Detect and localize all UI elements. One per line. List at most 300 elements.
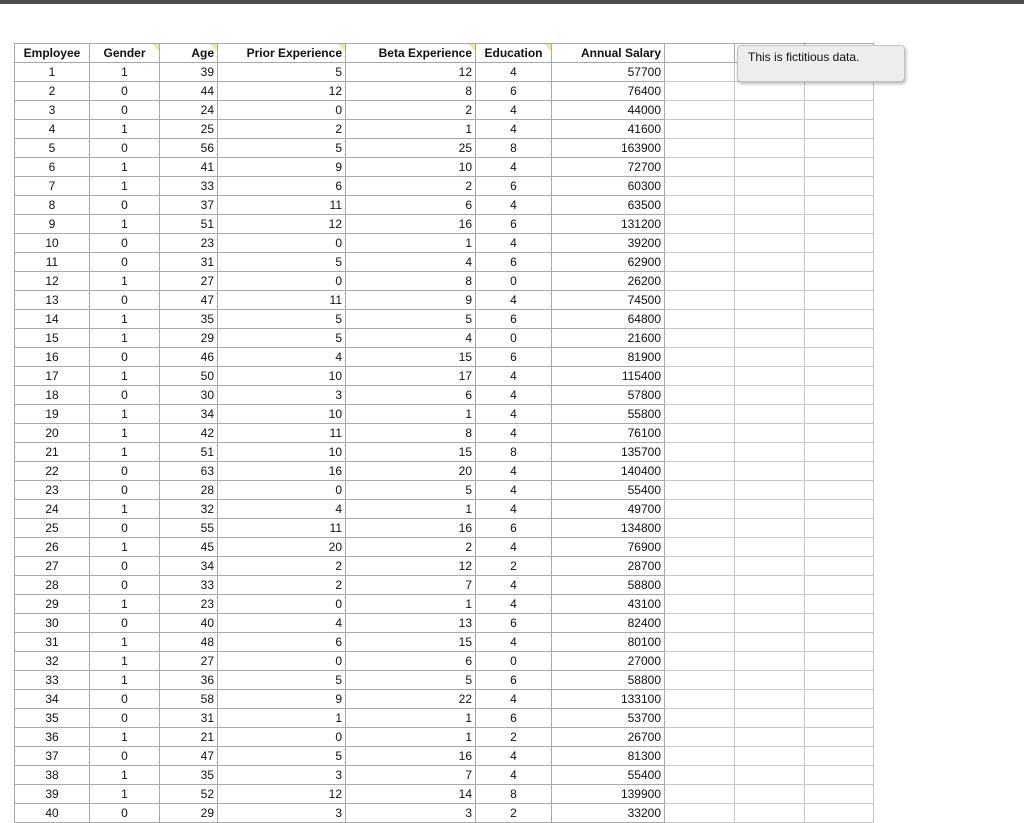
cell-beta-experience[interactable]: 12 <box>346 557 476 576</box>
empty-cell[interactable] <box>805 576 874 595</box>
cell-age[interactable]: 31 <box>160 709 218 728</box>
empty-cell[interactable] <box>805 500 874 519</box>
cell-gender[interactable]: 1 <box>90 424 160 443</box>
empty-cell[interactable] <box>805 272 874 291</box>
cell-beta-experience[interactable]: 20 <box>346 462 476 481</box>
empty-cell[interactable] <box>665 595 735 614</box>
cell-age[interactable]: 24 <box>160 101 218 120</box>
empty-cell[interactable] <box>665 747 735 766</box>
empty-cell[interactable] <box>735 120 805 139</box>
cell-prior-experience[interactable]: 0 <box>218 101 346 120</box>
cell-education[interactable]: 6 <box>476 82 552 101</box>
empty-cell[interactable] <box>805 709 874 728</box>
empty-cell[interactable] <box>735 462 805 481</box>
empty-cell[interactable] <box>805 519 874 538</box>
cell-beta-experience[interactable]: 8 <box>346 272 476 291</box>
cell-education[interactable]: 4 <box>476 481 552 500</box>
cell-gender[interactable]: 1 <box>90 595 160 614</box>
cell-annual-salary[interactable]: 81300 <box>552 747 665 766</box>
cell-age[interactable]: 63 <box>160 462 218 481</box>
empty-cell[interactable] <box>805 291 874 310</box>
empty-cell[interactable] <box>735 253 805 272</box>
cell-employee[interactable]: 36 <box>15 728 90 747</box>
empty-cell[interactable] <box>735 272 805 291</box>
cell-gender[interactable]: 1 <box>90 633 160 652</box>
cell-employee[interactable]: 7 <box>15 177 90 196</box>
empty-cell[interactable] <box>665 424 735 443</box>
cell-beta-experience[interactable]: 3 <box>346 804 476 823</box>
empty-cell[interactable] <box>805 538 874 557</box>
cell-age[interactable]: 36 <box>160 671 218 690</box>
cell-gender[interactable]: 1 <box>90 120 160 139</box>
cell-annual-salary[interactable]: 134800 <box>552 519 665 538</box>
empty-cell[interactable] <box>805 196 874 215</box>
cell-beta-experience[interactable]: 1 <box>346 500 476 519</box>
cell-employee[interactable]: 35 <box>15 709 90 728</box>
cell-gender[interactable]: 1 <box>90 443 160 462</box>
empty-cell[interactable] <box>665 785 735 804</box>
cell-prior-experience[interactable]: 5 <box>218 329 346 348</box>
cell-beta-experience[interactable]: 15 <box>346 348 476 367</box>
cell-age[interactable]: 30 <box>160 386 218 405</box>
empty-cell[interactable] <box>735 177 805 196</box>
cell-age[interactable]: 44 <box>160 82 218 101</box>
empty-cell[interactable] <box>805 101 874 120</box>
cell-employee[interactable]: 14 <box>15 310 90 329</box>
cell-beta-experience[interactable]: 7 <box>346 766 476 785</box>
cell-gender[interactable]: 0 <box>90 804 160 823</box>
cell-gender[interactable]: 1 <box>90 728 160 747</box>
empty-cell[interactable] <box>665 120 735 139</box>
empty-cell[interactable] <box>735 785 805 804</box>
cell-beta-experience[interactable]: 25 <box>346 139 476 158</box>
cell-education[interactable]: 4 <box>476 158 552 177</box>
cell-gender[interactable]: 0 <box>90 101 160 120</box>
cell-beta-experience[interactable]: 8 <box>346 82 476 101</box>
cell-annual-salary[interactable]: 49700 <box>552 500 665 519</box>
cell-beta-experience[interactable]: 1 <box>346 595 476 614</box>
empty-cell[interactable] <box>665 766 735 785</box>
empty-cell[interactable] <box>805 462 874 481</box>
cell-annual-salary[interactable]: 163900 <box>552 139 665 158</box>
cell-annual-salary[interactable]: 21600 <box>552 329 665 348</box>
cell-prior-experience[interactable]: 11 <box>218 519 346 538</box>
cell-age[interactable]: 27 <box>160 652 218 671</box>
cell-age[interactable]: 56 <box>160 139 218 158</box>
cell-education[interactable]: 4 <box>476 462 552 481</box>
header-beta-experience[interactable]: Beta Experience <box>346 44 476 63</box>
empty-cell[interactable] <box>805 481 874 500</box>
cell-employee[interactable]: 33 <box>15 671 90 690</box>
cell-education[interactable]: 6 <box>476 310 552 329</box>
empty-cell[interactable] <box>735 443 805 462</box>
cell-gender[interactable]: 0 <box>90 690 160 709</box>
cell-gender[interactable]: 1 <box>90 367 160 386</box>
empty-cell[interactable] <box>665 500 735 519</box>
cell-prior-experience[interactable]: 10 <box>218 405 346 424</box>
header-prior-experience[interactable]: Prior Experience <box>218 44 346 63</box>
cell-prior-experience[interactable]: 11 <box>218 196 346 215</box>
cell-gender[interactable]: 0 <box>90 519 160 538</box>
empty-cell[interactable] <box>735 538 805 557</box>
cell-gender[interactable]: 0 <box>90 82 160 101</box>
cell-education[interactable]: 6 <box>476 614 552 633</box>
empty-cell[interactable] <box>805 386 874 405</box>
cell-age[interactable]: 45 <box>160 538 218 557</box>
cell-beta-experience[interactable]: 1 <box>346 728 476 747</box>
empty-cell[interactable] <box>665 690 735 709</box>
cell-employee[interactable]: 31 <box>15 633 90 652</box>
cell-education[interactable]: 4 <box>476 766 552 785</box>
cell-education[interactable]: 2 <box>476 557 552 576</box>
cell-age[interactable]: 23 <box>160 234 218 253</box>
cell-prior-experience[interactable]: 5 <box>218 671 346 690</box>
empty-cell[interactable] <box>665 462 735 481</box>
empty-cell[interactable] <box>665 253 735 272</box>
cell-beta-experience[interactable]: 16 <box>346 747 476 766</box>
cell-employee[interactable]: 10 <box>15 234 90 253</box>
cell-age[interactable]: 40 <box>160 614 218 633</box>
empty-cell[interactable] <box>735 652 805 671</box>
cell-annual-salary[interactable]: 28700 <box>552 557 665 576</box>
cell-annual-salary[interactable]: 139900 <box>552 785 665 804</box>
cell-age[interactable]: 33 <box>160 177 218 196</box>
cell-prior-experience[interactable]: 0 <box>218 728 346 747</box>
cell-beta-experience[interactable]: 1 <box>346 405 476 424</box>
cell-annual-salary[interactable]: 131200 <box>552 215 665 234</box>
cell-beta-experience[interactable]: 7 <box>346 576 476 595</box>
empty-cell[interactable] <box>735 595 805 614</box>
empty-cell[interactable] <box>805 139 874 158</box>
cell-annual-salary[interactable]: 55400 <box>552 766 665 785</box>
cell-annual-salary[interactable]: 57700 <box>552 63 665 82</box>
cell-gender[interactable]: 0 <box>90 386 160 405</box>
cell-annual-salary[interactable]: 82400 <box>552 614 665 633</box>
empty-cell[interactable] <box>735 139 805 158</box>
cell-gender[interactable]: 0 <box>90 348 160 367</box>
empty-cell[interactable] <box>665 329 735 348</box>
empty-cell[interactable] <box>735 196 805 215</box>
cell-annual-salary[interactable]: 58800 <box>552 576 665 595</box>
empty-cell[interactable] <box>665 177 735 196</box>
cell-education[interactable]: 4 <box>476 595 552 614</box>
empty-cell[interactable] <box>665 196 735 215</box>
empty-cell[interactable] <box>665 386 735 405</box>
cell-beta-experience[interactable]: 4 <box>346 253 476 272</box>
cell-employee[interactable]: 13 <box>15 291 90 310</box>
cell-annual-salary[interactable]: 26200 <box>552 272 665 291</box>
cell-education[interactable]: 4 <box>476 633 552 652</box>
cell-education[interactable]: 6 <box>476 709 552 728</box>
empty-cell[interactable] <box>735 291 805 310</box>
cell-age[interactable]: 55 <box>160 519 218 538</box>
header-annual-salary[interactable]: Annual Salary <box>552 44 665 63</box>
cell-education[interactable]: 2 <box>476 804 552 823</box>
cell-prior-experience[interactable]: 10 <box>218 367 346 386</box>
cell-education[interactable]: 4 <box>476 690 552 709</box>
cell-education[interactable]: 6 <box>476 215 552 234</box>
cell-annual-salary[interactable]: 74500 <box>552 291 665 310</box>
cell-annual-salary[interactable]: 76400 <box>552 82 665 101</box>
cell-prior-experience[interactable]: 2 <box>218 576 346 595</box>
cell-prior-experience[interactable]: 0 <box>218 652 346 671</box>
cell-beta-experience[interactable]: 16 <box>346 519 476 538</box>
cell-employee[interactable]: 40 <box>15 804 90 823</box>
cell-age[interactable]: 29 <box>160 804 218 823</box>
empty-cell[interactable] <box>735 82 805 101</box>
empty-cell[interactable] <box>735 747 805 766</box>
empty-cell[interactable] <box>735 690 805 709</box>
empty-cell[interactable] <box>805 82 874 101</box>
cell-employee[interactable]: 8 <box>15 196 90 215</box>
cell-age[interactable]: 51 <box>160 215 218 234</box>
empty-cell[interactable] <box>665 348 735 367</box>
cell-beta-experience[interactable]: 12 <box>346 63 476 82</box>
header-education[interactable]: Education <box>476 44 552 63</box>
empty-cell[interactable] <box>665 633 735 652</box>
cell-prior-experience[interactable]: 3 <box>218 386 346 405</box>
cell-employee[interactable]: 23 <box>15 481 90 500</box>
cell-gender[interactable]: 0 <box>90 253 160 272</box>
empty-cell[interactable] <box>805 348 874 367</box>
cell-employee[interactable]: 25 <box>15 519 90 538</box>
cell-beta-experience[interactable]: 6 <box>346 652 476 671</box>
cell-gender[interactable]: 0 <box>90 462 160 481</box>
empty-cell[interactable] <box>735 329 805 348</box>
spreadsheet-grid[interactable] <box>14 43 874 823</box>
cell-age[interactable]: 34 <box>160 405 218 424</box>
cell-education[interactable]: 0 <box>476 329 552 348</box>
empty-cell[interactable] <box>735 500 805 519</box>
cell-employee[interactable]: 4 <box>15 120 90 139</box>
cell-gender[interactable]: 0 <box>90 234 160 253</box>
cell-prior-experience[interactable]: 5 <box>218 253 346 272</box>
cell-prior-experience[interactable]: 0 <box>218 481 346 500</box>
empty-cell[interactable] <box>665 443 735 462</box>
cell-employee[interactable]: 26 <box>15 538 90 557</box>
empty-cell[interactable] <box>665 519 735 538</box>
cell-age[interactable]: 27 <box>160 272 218 291</box>
cell-education[interactable]: 8 <box>476 443 552 462</box>
cell-employee[interactable]: 11 <box>15 253 90 272</box>
cell-employee[interactable]: 29 <box>15 595 90 614</box>
cell-prior-experience[interactable]: 4 <box>218 500 346 519</box>
empty-cell[interactable] <box>665 709 735 728</box>
empty-cell[interactable] <box>735 101 805 120</box>
cell-age[interactable]: 52 <box>160 785 218 804</box>
cell-employee[interactable]: 22 <box>15 462 90 481</box>
empty-cell[interactable] <box>735 519 805 538</box>
cell-prior-experience[interactable]: 12 <box>218 82 346 101</box>
cell-prior-experience[interactable]: 0 <box>218 234 346 253</box>
cell-gender[interactable]: 1 <box>90 538 160 557</box>
cell-prior-experience[interactable]: 5 <box>218 310 346 329</box>
cell-gender[interactable]: 1 <box>90 158 160 177</box>
cell-beta-experience[interactable]: 2 <box>346 177 476 196</box>
empty-cell[interactable] <box>665 557 735 576</box>
empty-cell[interactable] <box>805 671 874 690</box>
cell-education[interactable]: 4 <box>476 405 552 424</box>
cell-annual-salary[interactable]: 27000 <box>552 652 665 671</box>
empty-cell[interactable] <box>665 405 735 424</box>
cell-beta-experience[interactable]: 14 <box>346 785 476 804</box>
cell-employee[interactable]: 3 <box>15 101 90 120</box>
cell-gender[interactable]: 1 <box>90 766 160 785</box>
cell-beta-experience[interactable]: 4 <box>346 329 476 348</box>
empty-cell[interactable] <box>665 481 735 500</box>
empty-cell[interactable] <box>665 291 735 310</box>
cell-annual-salary[interactable]: 140400 <box>552 462 665 481</box>
cell-education[interactable]: 4 <box>476 367 552 386</box>
cell-employee[interactable]: 15 <box>15 329 90 348</box>
empty-cell[interactable] <box>735 633 805 652</box>
cell-prior-experience[interactable]: 5 <box>218 63 346 82</box>
cell-age[interactable]: 48 <box>160 633 218 652</box>
cell-prior-experience[interactable]: 5 <box>218 139 346 158</box>
empty-cell[interactable] <box>735 766 805 785</box>
cell-beta-experience[interactable]: 1 <box>346 709 476 728</box>
cell-employee[interactable]: 39 <box>15 785 90 804</box>
cell-beta-experience[interactable]: 2 <box>346 101 476 120</box>
cell-annual-salary[interactable]: 76900 <box>552 538 665 557</box>
cell-annual-salary[interactable]: 81900 <box>552 348 665 367</box>
empty-cell[interactable] <box>735 481 805 500</box>
cell-beta-experience[interactable]: 6 <box>346 196 476 215</box>
cell-employee[interactable]: 38 <box>15 766 90 785</box>
cell-age[interactable]: 31 <box>160 253 218 272</box>
cell-gender[interactable]: 0 <box>90 139 160 158</box>
cell-prior-experience[interactable]: 20 <box>218 538 346 557</box>
cell-gender[interactable]: 0 <box>90 481 160 500</box>
cell-gender[interactable]: 1 <box>90 500 160 519</box>
empty-cell[interactable] <box>665 728 735 747</box>
cell-gender[interactable]: 0 <box>90 576 160 595</box>
cell-prior-experience[interactable]: 12 <box>218 785 346 804</box>
empty-cell[interactable] <box>735 671 805 690</box>
empty-cell[interactable] <box>665 139 735 158</box>
empty-cell[interactable] <box>735 215 805 234</box>
cell-education[interactable]: 4 <box>476 63 552 82</box>
empty-cell[interactable] <box>665 158 735 177</box>
empty-cell[interactable] <box>665 614 735 633</box>
cell-annual-salary[interactable]: 133100 <box>552 690 665 709</box>
empty-header-cell[interactable] <box>665 44 735 63</box>
cell-prior-experience[interactable]: 9 <box>218 158 346 177</box>
cell-education[interactable]: 4 <box>476 576 552 595</box>
empty-cell[interactable] <box>735 367 805 386</box>
cell-prior-experience[interactable]: 0 <box>218 595 346 614</box>
cell-annual-salary[interactable]: 76100 <box>552 424 665 443</box>
cell-education[interactable]: 6 <box>476 519 552 538</box>
empty-cell[interactable] <box>665 234 735 253</box>
cell-annual-salary[interactable]: 57800 <box>552 386 665 405</box>
cell-age[interactable]: 39 <box>160 63 218 82</box>
cell-prior-experience[interactable]: 2 <box>218 557 346 576</box>
empty-cell[interactable] <box>735 348 805 367</box>
cell-beta-experience[interactable]: 16 <box>346 215 476 234</box>
cell-gender[interactable]: 1 <box>90 177 160 196</box>
cell-gender[interactable]: 1 <box>90 671 160 690</box>
cell-education[interactable]: 6 <box>476 177 552 196</box>
cell-education[interactable]: 4 <box>476 196 552 215</box>
header-gender[interactable]: Gender <box>90 44 160 63</box>
cell-employee[interactable]: 17 <box>15 367 90 386</box>
cell-education[interactable]: 4 <box>476 424 552 443</box>
cell-annual-salary[interactable]: 53700 <box>552 709 665 728</box>
empty-cell[interactable] <box>805 595 874 614</box>
cell-employee[interactable]: 1 <box>15 63 90 82</box>
cell-age[interactable]: 46 <box>160 348 218 367</box>
header-age[interactable]: Age <box>160 44 218 63</box>
cell-gender[interactable]: 1 <box>90 310 160 329</box>
cell-employee[interactable]: 12 <box>15 272 90 291</box>
cell-age[interactable]: 50 <box>160 367 218 386</box>
cell-education[interactable]: 4 <box>476 538 552 557</box>
cell-employee[interactable]: 9 <box>15 215 90 234</box>
cell-employee[interactable]: 20 <box>15 424 90 443</box>
cell-beta-experience[interactable]: 10 <box>346 158 476 177</box>
empty-cell[interactable] <box>735 576 805 595</box>
cell-beta-experience[interactable]: 1 <box>346 234 476 253</box>
cell-annual-salary[interactable]: 135700 <box>552 443 665 462</box>
empty-cell[interactable] <box>805 747 874 766</box>
cell-employee[interactable]: 6 <box>15 158 90 177</box>
cell-employee[interactable]: 37 <box>15 747 90 766</box>
cell-prior-experience[interactable]: 11 <box>218 424 346 443</box>
cell-age[interactable]: 25 <box>160 120 218 139</box>
empty-cell[interactable] <box>735 158 805 177</box>
cell-employee[interactable]: 21 <box>15 443 90 462</box>
cell-gender[interactable]: 1 <box>90 63 160 82</box>
cell-annual-salary[interactable]: 80100 <box>552 633 665 652</box>
cell-annual-salary[interactable]: 115400 <box>552 367 665 386</box>
empty-cell[interactable] <box>805 443 874 462</box>
empty-cell[interactable] <box>735 728 805 747</box>
cell-age[interactable]: 32 <box>160 500 218 519</box>
empty-cell[interactable] <box>805 329 874 348</box>
cell-age[interactable]: 35 <box>160 310 218 329</box>
cell-education[interactable]: 8 <box>476 785 552 804</box>
empty-cell[interactable] <box>735 557 805 576</box>
cell-age[interactable]: 33 <box>160 576 218 595</box>
cell-gender[interactable]: 0 <box>90 196 160 215</box>
cell-age[interactable]: 47 <box>160 291 218 310</box>
cell-annual-salary[interactable]: 72700 <box>552 158 665 177</box>
cell-education[interactable]: 4 <box>476 101 552 120</box>
empty-cell[interactable] <box>805 367 874 386</box>
cell-employee[interactable]: 27 <box>15 557 90 576</box>
empty-cell[interactable] <box>735 234 805 253</box>
empty-cell[interactable] <box>805 728 874 747</box>
empty-cell[interactable] <box>665 63 735 82</box>
cell-beta-experience[interactable]: 22 <box>346 690 476 709</box>
cell-employee[interactable]: 30 <box>15 614 90 633</box>
cell-prior-experience[interactable]: 12 <box>218 215 346 234</box>
cell-age[interactable]: 29 <box>160 329 218 348</box>
cell-gender[interactable]: 0 <box>90 557 160 576</box>
cell-education[interactable]: 6 <box>476 671 552 690</box>
cell-beta-experience[interactable]: 17 <box>346 367 476 386</box>
cell-age[interactable]: 41 <box>160 158 218 177</box>
empty-cell[interactable] <box>665 367 735 386</box>
cell-age[interactable]: 21 <box>160 728 218 747</box>
cell-gender[interactable]: 1 <box>90 785 160 804</box>
cell-prior-experience[interactable]: 4 <box>218 348 346 367</box>
cell-prior-experience[interactable]: 1 <box>218 709 346 728</box>
empty-cell[interactable] <box>805 785 874 804</box>
empty-cell[interactable] <box>665 272 735 291</box>
empty-cell[interactable] <box>665 652 735 671</box>
